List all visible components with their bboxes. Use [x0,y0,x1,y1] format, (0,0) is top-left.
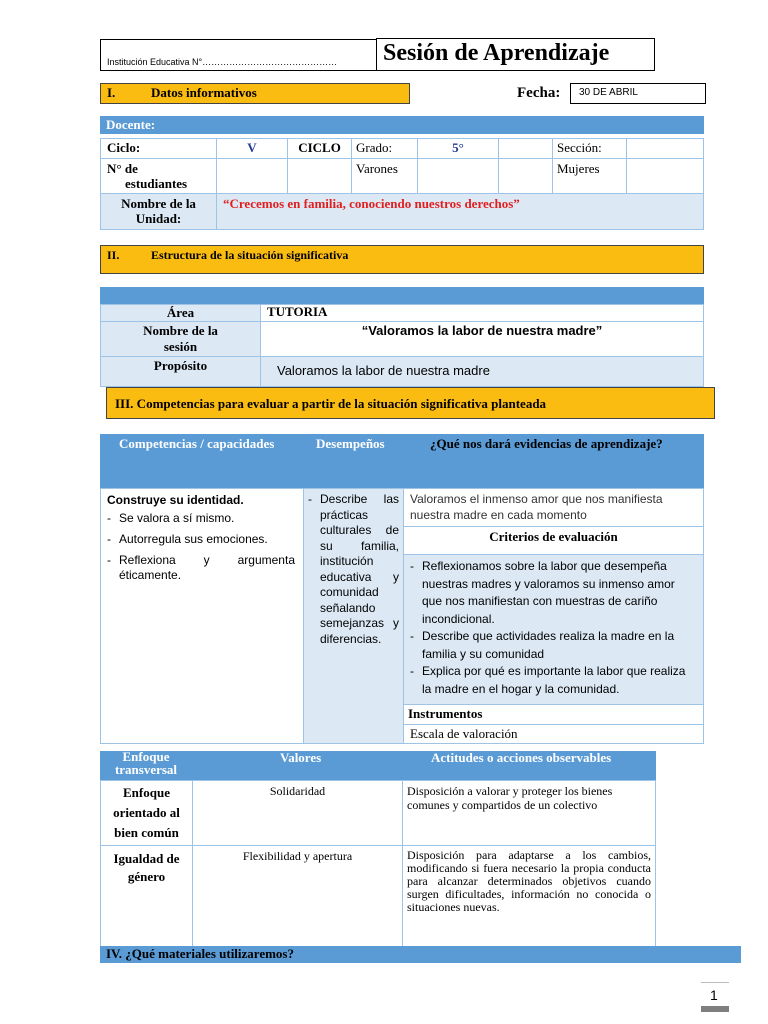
actitud-text: Disposición para adaptarse a los cambios, modificando si fuera necesario la propia conducta para alcanzar determinados objetivos cuando surgen dificultades, información no conocida o situaciones nuevas. [407,848,651,914]
section-1-number: I. [107,85,116,100]
enfoque-table-header [100,751,656,780]
area-label-cell [101,305,261,322]
grado-label-cell [352,139,418,159]
valor-name: Solidaridad [269,784,326,798]
section-2-heading [100,245,704,274]
section-1-heading [100,83,410,104]
blank-cell-2 [217,159,288,194]
actitud-cell [403,846,656,947]
proposito-value: Valoramos la labor de nuestra madre [277,363,490,378]
area-table [100,304,704,387]
criterio-item: - Describe que actividades realiza la madre en la familia y su comunidad [410,628,697,663]
docente-label: Docente: [106,117,156,132]
criterio-item: - Reflexionamos sobre la labor que desempeña nuestras madres y valoramos su inmenso amor que nos manifiestan con muestras de cariño incondicional. [410,558,697,628]
criterios-cell [404,555,703,705]
sesion-value-cell [261,322,704,357]
varones-value-cell [418,159,499,194]
enfoque-table [100,780,656,947]
desempeno-item: - Describe las prácticas culturales de su familia, institución educativa y comunidad señalando semejanzas y diferencias. [308,492,399,647]
title-box [376,38,655,71]
institution-box [100,39,377,71]
section-1-title: Datos informativos [151,85,257,100]
page-number-top-rule [701,982,729,983]
blank-cell-1 [499,139,553,159]
ciclo-value-cell [217,139,288,159]
capacidades-list [107,511,297,583]
enfoque-name: Enfoque orientado al bien común [113,785,180,840]
fecha-box [570,83,706,104]
valor-name: Flexibilidad y apertura [242,849,353,863]
valor-cell [193,846,403,947]
criterio-item: - Explica por qué es importante la labor que realiza la madre en el hogar y la comunidad. [410,663,697,698]
section-2-title: Estructura de la situación significativa [151,248,349,262]
enfoque-cell [101,846,193,947]
docente-bar [100,116,704,134]
area-label: Área [166,305,195,320]
section-2-number: II. [107,248,120,262]
section-3-title: III. Competencias para evaluar a partir de la situación significativa planteada [115,396,547,411]
competencia-title: Construye su identidad. [107,493,244,507]
desempeno-list [308,492,399,647]
section-4-title: IV. ¿Qué materiales utilizaremos? [106,946,294,961]
varones-label-cell [352,159,418,194]
seccion-label: Sección: [557,140,602,155]
comp-table-header [100,434,704,488]
capacidad-item: - Se valora a sí mismo. [107,511,297,526]
sesion-label-cell [101,322,261,357]
actitud-text: Disposición a valorar y proteger los bienes comunes y compartidos de un colectivo [407,784,613,812]
grado-label: Grado: [356,140,393,155]
capacidad-item: - Reflexiona y argumenta éticamente. [107,553,295,583]
evidencia-text: Valoramos el inmenso amor que nos manifiesta nuestra madre en cada momento [410,492,663,522]
enfoque-name: Igualdad de género [113,851,180,884]
fecha-label: Fecha: [517,85,561,101]
enfoque-col3-header: Actitudes o acciones observables [431,750,612,765]
criterios-list [410,558,697,698]
info-table [100,138,704,230]
instrumentos-header-cell [404,705,703,725]
mujeres-value-cell [627,159,704,194]
area-table-header-bar [100,287,704,304]
criterios-label: Criterios de evaluación [489,529,618,544]
blank-cell-4 [499,159,553,194]
unidad-value: “Crecemos en familia, conociendo nuestros derechos” [223,196,520,211]
page-number: 1 [710,987,718,1003]
enfoque-col1-header-2: transversal [114,762,178,777]
seccion-value-cell [627,139,704,159]
page-title: Sesión de Aprendizaje [383,40,610,66]
seccion-label-cell [553,139,627,159]
instrumento-value: Escala de valoración [410,726,518,741]
desempeno-cell [304,489,404,743]
evidencia-cell [404,489,703,527]
enfoque-cell [101,781,193,846]
grado-value-cell [418,139,499,159]
varones-label: Varones [356,161,398,176]
section-3-heading [106,387,715,419]
institution-label: Institución Educativa N°……………………………………… [107,57,338,67]
actitud-cell [403,781,656,846]
sesion-label-1: Nombre de la [143,323,218,338]
unidad-label-2: Unidad: [135,211,182,226]
proposito-value-cell [261,357,704,387]
proposito-label: Propósito [153,358,208,373]
comp-table-body [100,488,704,744]
competencia-cell [101,489,304,743]
unidad-label-1: Nombre de la [121,196,196,211]
estudiantes-label-cell [101,159,217,194]
comp-col1-header: Competencias / capacidades [119,436,275,451]
capacidad-item: - Autorregula sus emociones. [107,532,297,547]
criterios-header-cell [404,527,703,555]
instrumentos-label: Instrumentos [408,706,483,721]
enfoque-col1-header-1: Enfoque [122,749,170,764]
mujeres-label: Mujeres [557,161,600,176]
estudiantes-label-2: estudiantes [125,176,188,191]
fecha-value: 30 DE ABRIL [579,87,638,98]
section-4-heading [100,946,741,963]
enfoque-col2-header: Valores [280,750,322,765]
ciclo-label: Ciclo: [107,140,141,155]
unidad-label-cell [101,194,217,230]
page-number-bar [701,1006,729,1012]
unidad-value-cell [217,194,704,230]
instrumento-cell [404,725,703,743]
comp-col2-header: Desempeños [316,436,385,451]
ciclo-label-cell [101,139,217,159]
blank-cell-3 [288,159,352,194]
mujeres-label-cell [553,159,627,194]
comp-col3-header: ¿Qué nos dará evidencias de aprendizaje? [430,436,663,451]
ciclo-word-cell [288,139,352,159]
ciclo-word: CICLO [298,140,341,155]
area-value: TUTORIA [267,304,328,319]
valor-cell [193,781,403,846]
area-value-cell [261,305,704,322]
sesion-label-2: sesión [163,339,198,354]
grado-value: 5° [452,140,464,155]
proposito-label-cell [101,357,261,387]
estudiantes-label-1: N° de [107,161,138,176]
sesion-value: “Valoramos la labor de nuestra madre” [361,323,603,338]
enfoque-col1-header [100,750,192,776]
ciclo-value: V [247,140,257,155]
